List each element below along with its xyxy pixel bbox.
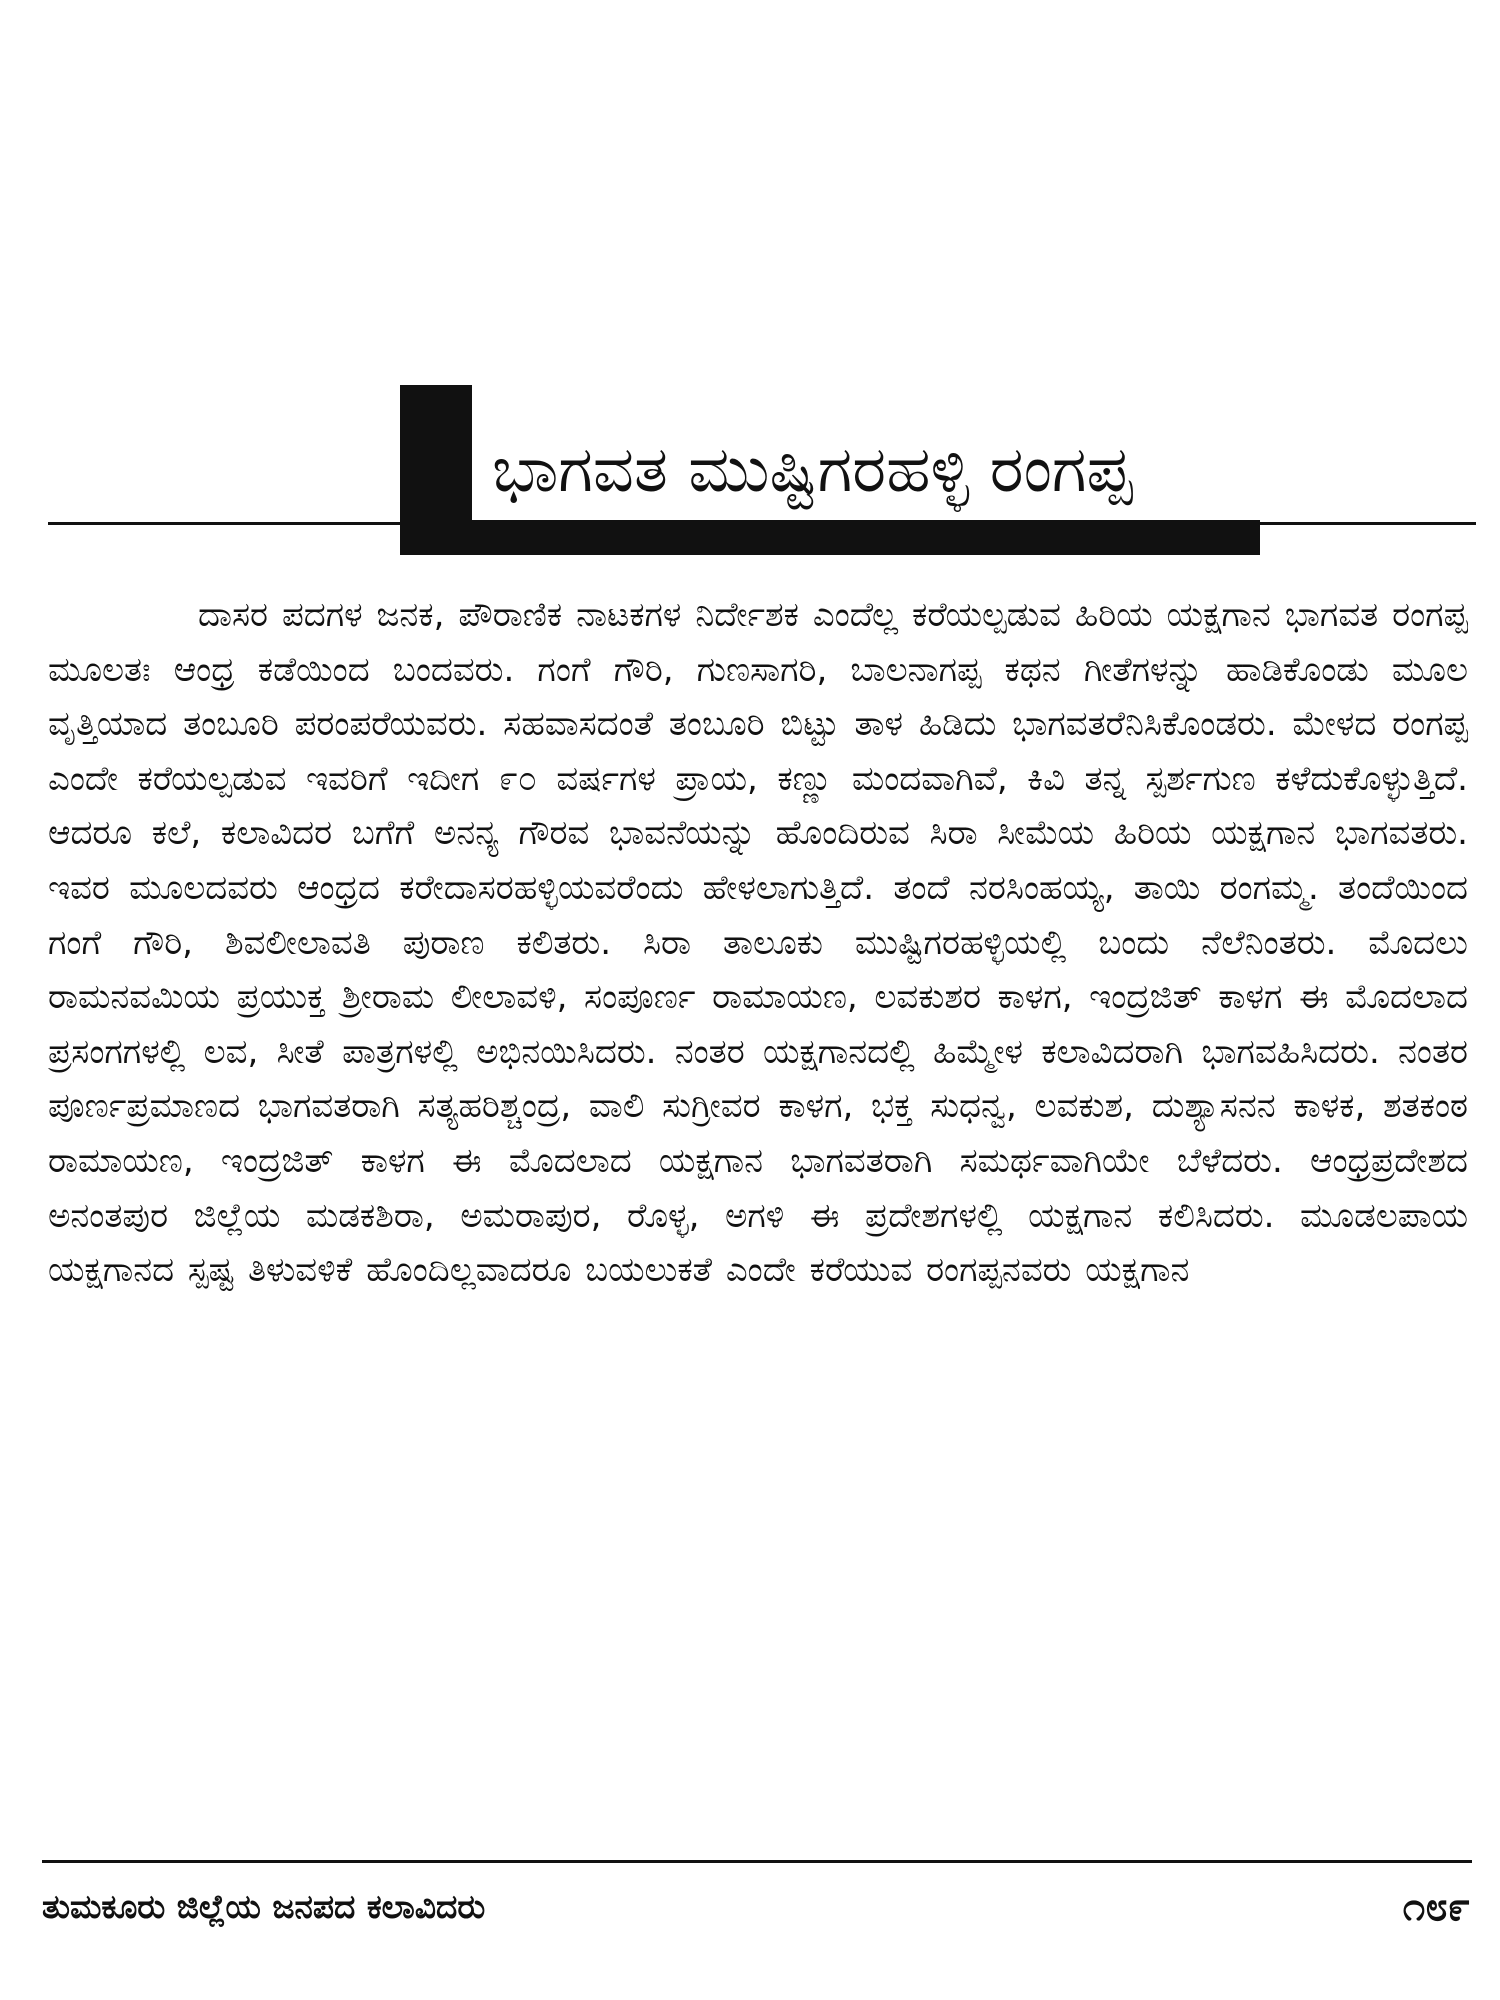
body-paragraph: ದಾಸರ ಪದಗಳ ಜನಕ, ಪೌರಾಣಿಕ ನಾಟಕಗಳ ನಿರ್ದೇಶಕ ಎಂದೆಲ್ಲ ಕರೆಯಲ್ಪಡುವ ಹಿರಿಯ ಯಕ್ಷಗಾನ ಭಾಗವತ ರಂಗಪ್ಪ ಮೂಲತಃ ಆಂಧ್ರ ಕಡೆಯಿಂದ ಬಂದವರು. ಗಂಗೆ ಗೌರಿ, ಗುಣಸಾಗರಿ, ಬಾಲನಾಗಪ್ಪ ಕಥನ ಗೀತೆಗಳನ್ನು ಹಾಡಿಕೊಂಡು ಮೂಲ ವೃತ್ತಿಯಾದ ತಂಬೂರಿ ಪರಂಪರೆಯವರು. ಸಹವಾಸದಂತೆ ತಂಬೂರಿ ಬಿಟ್ಟು ತಾಳ ಹಿಡಿದು ಭಾಗವತರೆನಿಸಿಕೊಂಡರು. ಮೇಳದ ರಂಗಪ್ಪ ಎಂದೇ ಕರೆಯಲ್ಪಡುವ ಇವರಿಗೆ ಇದೀಗ ೯೦ ವರ್ಷಗಳ ಪ್ರಾಯ, ಕಣ್ಣು ಮಂದವಾಗಿವೆ, ಕಿವಿ ತನ್ನ ಸ್ಪರ್ಶಗುಣ ಕಳೆದುಕೊಳ್ಳುತ್ತಿದೆ. ಆದರೂ ಕಲೆ, ಕಲಾವಿದರ ಬಗೆಗೆ ಅನನ್ಯ ಗೌರವ ಭಾವನೆಯನ್ನು ಹೊಂದಿರುವ ಸಿರಾ ಸೀಮೆಯ ಹಿರಿಯ ಯಕ್ಷಗಾನ ಭಾಗವತರು. ಇವರ ಮೂಲದವರು ಆಂಧ್ರದ ಕರೇದಾಸರಹಳ್ಳಿಯವರೆಂದು ಹೇಳಲಾಗುತ್ತಿದೆ. ತಂದೆ ನರಸಿಂಹಯ್ಯ, ತಾಯಿ ರಂಗಮ್ಮ. ತಂದೆಯಿಂದ ಗಂಗೆ ಗೌರಿ, ಶಿವಲೀಲಾವತಿ ಪುರಾಣ ಕಲಿತರು. ಸಿರಾ ತಾಲೂಕು ಮುಷ್ಟಿಗರಹಳ್ಳಿಯಲ್ಲಿ ಬಂದು ನೆಲೆನಿಂತರು. ಮೊದಲು ರಾಮನವಮಿಯ ಪ್ರಯುಕ್ತ ಶ್ರೀರಾಮ ಲೀಲಾವಳಿ, ಸಂಪೂರ್ಣ ರಾಮಾಯಣ, ಲವಕುಶರ ಕಾಳಗ, ಇಂದ್ರಜಿತ್ ಕಾಳಗ ಈ ಮೊದಲಾದ ಪ್ರಸಂಗಗಳಲ್ಲಿ ಲವ, ಸೀತೆ ಪಾತ್ರಗಳಲ್ಲಿ ಅಭಿನಯಿಸಿದರು. ನಂತರ ಯಕ್ಷಗಾನದಲ್ಲಿ ಹಿಮ್ಮೇಳ ಕಲಾವಿದರಾಗಿ ಭಾಗವಹಿಸಿದರು. ನಂತರ ಪೂರ್ಣಪ್ರಮಾಣದ ಭಾಗವತರಾಗಿ ಸತ್ಯಹರಿಶ್ಚಂದ್ರ, ವಾಲಿ ಸುಗ್ರೀವರ ಕಾಳಗ, ಭಕ್ತ ಸುಧನ್ವ, ಲವಕುಶ, ದುಶ್ಯಾಸನನ ಕಾಳಕ, ಶತಕಂಠ ರಾಮಾಯಣ, ಇಂದ್ರಜಿತ್ ಕಾಳಗ ಈ ಮೊದಲಾದ ಯಕ್ಷಗಾನ ಭಾಗವತರಾಗಿ ಸಮರ್ಥವಾಗಿಯೇ ಬೆಳೆದರು. ಆಂಧ್ರಪ್ರದೇಶದ ಅನಂತಪುರ ಜಿಲ್ಲೆಯ ಮಡಕಶಿರಾ, ಅಮರಾಪುರ, ರೊಳ್ಳ, ಅಗಳಿ ಈ ಪ್ರದೇಶಗಳಲ್ಲಿ ಯಕ್ಷಗಾನ ಕಲಿಸಿದರು. ಮೂಡಲಪಾಯ ಯಕ್ಷಗಾನದ ಸ್ಪಷ್ಟ ತಿಳುವಳಿಕೆ ಹೊಂದಿಲ್ಲವಾದರೂ ಬಯಲುಕತೆ ಎಂದೇ ಕರೆಯುವ ರಂಗಪ್ಪನವರು ಯಕ್ಷಗಾನ bbox=[48, 595, 1468, 1291]
page-title: ಭಾಗವತ ಮುಷ್ಟಿಗರಹಳ್ಳಿ ರಂಗಪ್ಪ bbox=[492, 433, 1133, 507]
running-footer-title: ತುಮಕೂರು ಜಿಲ್ಲೆಯ ಜನಪದ ಕಲಾವಿದರು bbox=[42, 1887, 486, 1926]
page-number: ೧೮೯ bbox=[1402, 1884, 1470, 1930]
footer-rule bbox=[42, 1860, 1472, 1863]
title-rule bbox=[48, 522, 1476, 525]
